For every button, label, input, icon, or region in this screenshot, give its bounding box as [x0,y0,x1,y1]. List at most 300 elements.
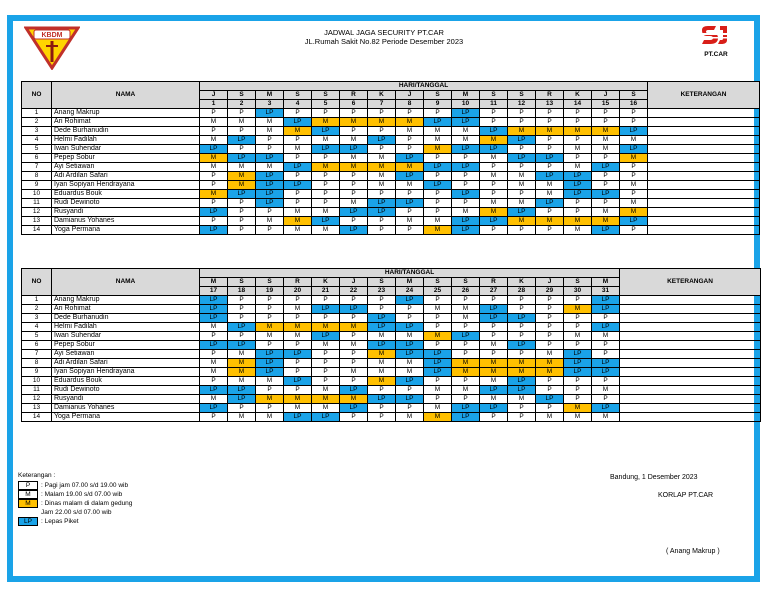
shift-cell: M [424,226,452,235]
guard-name: Anang Makrup [52,109,200,118]
shift-cell: P [200,350,228,359]
guard-name: Pepep Sobur [52,341,200,350]
table-row [22,172,760,181]
shift-cell: P [340,377,368,386]
column-header-no: NO [22,82,52,109]
shift-cell: M [424,136,452,145]
column-header-hari-tanggal: HARI/TANGGAL [200,269,620,278]
shift-cell: M [312,323,340,332]
legend-text: : Malam 19.00 s/d 07.00 wib [41,491,123,498]
shift-cell: P [564,314,592,323]
day-letter: S [228,278,256,287]
shift-cell: M [396,118,424,127]
keterangan-cell [648,109,760,118]
shift-cell: M [396,413,424,422]
shift-cell: M [536,359,564,368]
row-number: 10 [22,190,52,199]
keterangan-cell [620,296,761,305]
shift-cell: P [564,395,592,404]
column-header-keterangan: KETERANGAN [648,82,760,109]
date-number: 9 [424,100,452,109]
shift-cell: LP [256,181,284,190]
shift-cell: M [312,226,340,235]
guard-name: Rudi Dewinoto [52,199,200,208]
shift-cell: M [452,208,480,217]
shift-cell: P [564,377,592,386]
shift-cell: P [424,296,452,305]
shift-cell: P [508,404,536,413]
row-number: 12 [22,208,52,217]
shift-cell: LP [592,190,620,199]
shift-cell: P [536,163,564,172]
keterangan-cell [620,359,761,368]
shift-cell: P [508,109,536,118]
keterangan-cell [648,208,760,217]
shift-cell: M [564,226,592,235]
shift-cell: LP [256,109,284,118]
shift-cell: LP [396,377,424,386]
logo-left-text: KBDM [41,32,63,39]
date-number: 14 [564,100,592,109]
guard-name: Iwan Suhendar [52,332,200,341]
shift-cell: P [536,136,564,145]
shift-cell: M [200,359,228,368]
shift-cell: M [592,386,620,395]
keterangan-cell [620,341,761,350]
shift-cell: M [284,217,312,226]
keterangan-cell [648,181,760,190]
date-number: 11 [480,100,508,109]
shift-cell: M [480,359,508,368]
shift-cell: LP [368,395,396,404]
keterangan-cell [648,226,760,235]
shift-cell: LP [564,190,592,199]
shift-cell: M [284,404,312,413]
shift-cell: P [508,145,536,154]
shift-cell: M [200,323,228,332]
table-row [22,127,760,136]
keterangan-cell [648,145,760,154]
shift-cell: M [396,181,424,190]
shift-cell: P [284,296,312,305]
shift-cell: LP [200,296,228,305]
shift-cell: M [256,413,284,422]
shift-cell: P [340,109,368,118]
shift-cell: P [564,109,592,118]
shift-cell: M [284,145,312,154]
shift-cell: P [256,305,284,314]
shift-cell: LP [508,154,536,163]
shift-cell: M [340,323,368,332]
shift-cell: P [452,181,480,190]
keterangan-cell [648,190,760,199]
shift-cell: M [312,386,340,395]
shift-cell: LP [592,323,620,332]
shift-cell: P [620,109,648,118]
table-row [22,404,761,413]
shift-cell: LP [424,163,452,172]
document-title-block [200,28,568,46]
table-row [22,386,761,395]
date-number: 17 [200,287,228,296]
guard-name: Ayi Setiawan [52,163,200,172]
shift-cell: P [508,413,536,422]
row-number: 13 [22,404,52,413]
shift-cell: P [564,208,592,217]
shift-cell: P [424,208,452,217]
row-number: 7 [22,163,52,172]
shift-cell: LP [452,145,480,154]
shift-cell: P [452,341,480,350]
shift-cell: M [284,332,312,341]
guard-name: Ari Rohimat [52,118,200,127]
shift-cell: P [368,296,396,305]
shift-cell: P [452,199,480,208]
date-number: 1 [200,100,228,109]
shift-cell: M [564,163,592,172]
shift-cell: M [200,154,228,163]
shift-cell: P [256,208,284,217]
shift-cell: P [312,154,340,163]
keterangan-cell [620,377,761,386]
guard-name: Rudi Dewinoto [52,386,200,395]
day-letter: M [452,91,480,100]
shift-cell: P [592,118,620,127]
shift-cell: LP [228,190,256,199]
shift-cell: P [200,127,228,136]
day-letter: S [368,278,396,287]
shift-cell: M [620,136,648,145]
shift-cell: M [200,395,228,404]
shift-cell: M [368,181,396,190]
table-row [22,163,760,172]
shift-cell: P [536,226,564,235]
shift-cell: LP [368,136,396,145]
keterangan-cell [648,199,760,208]
shift-cell: M [536,127,564,136]
shift-cell: M [620,208,648,217]
shift-cell: LP [480,386,508,395]
shift-cell: M [228,172,256,181]
shift-cell: LP [284,181,312,190]
shift-cell: LP [284,377,312,386]
shift-cell: LP [564,172,592,181]
shift-cell: M [396,359,424,368]
shift-cell: M [620,199,648,208]
shift-cell: M [508,395,536,404]
shift-cell: LP [312,413,340,422]
shift-cell: M [508,368,536,377]
legend-text: : Pagi jam 07.00 s/d 19.00 wib [41,482,129,489]
shift-cell: P [536,404,564,413]
shift-cell: LP [368,199,396,208]
shift-cell: M [368,163,396,172]
table-row [22,368,761,377]
shift-cell: P [536,305,564,314]
shift-cell: P [200,377,228,386]
shift-cell: P [480,163,508,172]
shift-cell: P [284,172,312,181]
row-number: 3 [22,127,52,136]
shift-cell: M [396,368,424,377]
date-number: 18 [228,287,256,296]
date-number: 29 [536,287,564,296]
shift-cell: LP [200,314,228,323]
shift-cell: LP [592,296,620,305]
shift-cell: LP [396,350,424,359]
shift-cell: P [256,386,284,395]
shift-cell: P [592,199,620,208]
shift-cell: LP [368,323,396,332]
legend-text: Jam 22.00 s/d 07.00 wib [41,509,112,516]
shift-cell: LP [312,145,340,154]
table-row [22,413,761,422]
shift-cell: P [284,154,312,163]
row-number: 11 [22,386,52,395]
shift-cell: LP [312,127,340,136]
shift-cell: LP [452,163,480,172]
shift-cell: P [536,386,564,395]
shift-cell: P [592,377,620,386]
shift-cell: LP [592,163,620,172]
guard-name: Adi Ardilan Safari [52,172,200,181]
shift-cell: M [200,190,228,199]
shift-cell: LP [368,314,396,323]
shift-cell: P [340,314,368,323]
keterangan-cell [620,395,761,404]
shift-cell: P [424,395,452,404]
shift-cell: M [592,413,620,422]
date-number: 13 [536,100,564,109]
shift-cell: LP [396,154,424,163]
shift-cell: M [228,181,256,190]
shift-cell: P [312,377,340,386]
date-number: 25 [424,287,452,296]
shift-cell: LP [228,154,256,163]
shift-cell: P [480,296,508,305]
shift-cell: M [564,332,592,341]
shift-cell: P [312,199,340,208]
shift-cell: LP [536,154,564,163]
shift-cell: M [508,359,536,368]
shift-cell: LP [200,145,228,154]
guard-name: Dede Burhanudin [52,127,200,136]
shift-cell: LP [396,172,424,181]
shift-cell: M [256,395,284,404]
shift-cell: P [368,226,396,235]
shift-cell: P [424,172,452,181]
shift-cell: LP [536,395,564,404]
shift-cell: P [620,163,648,172]
shift-cell: LP [592,226,620,235]
shift-cell: LP [256,359,284,368]
table-row [22,359,761,368]
shift-cell: LP [200,386,228,395]
shift-cell: M [536,190,564,199]
table-row [22,350,761,359]
shift-cell: M [536,217,564,226]
legend-item [18,508,132,517]
shift-cell: P [592,181,620,190]
shift-cell: P [592,154,620,163]
shift-cell: M [228,377,256,386]
shift-cell: M [452,136,480,145]
date-number: 26 [452,287,480,296]
shift-cell: LP [508,377,536,386]
shift-cell: LP [340,404,368,413]
shift-cell: M [312,341,340,350]
table-row [22,323,761,332]
shift-cell: M [368,172,396,181]
shift-cell: P [424,109,452,118]
shift-cell: P [340,413,368,422]
day-letter: S [256,278,284,287]
shift-cell: P [340,332,368,341]
shift-cell: P [284,109,312,118]
shift-cell: M [564,404,592,413]
shift-cell: P [340,181,368,190]
shift-cell: M [340,163,368,172]
shift-cell: LP [452,109,480,118]
guard-name: Yoga Permana [52,413,200,422]
row-number: 12 [22,395,52,404]
row-number: 6 [22,154,52,163]
shift-cell: LP [452,413,480,422]
shift-cell: P [284,199,312,208]
shift-cell: P [424,154,452,163]
shift-cell: P [340,359,368,368]
shift-cell: LP [424,368,452,377]
shift-cell: P [340,217,368,226]
row-number: 6 [22,341,52,350]
date-number: 21 [312,287,340,296]
keterangan-cell [620,305,761,314]
shift-cell: M [284,395,312,404]
shift-cell: M [340,199,368,208]
shift-cell: P [536,145,564,154]
shift-cell: M [256,127,284,136]
shift-cell: P [424,377,452,386]
logo-right-text: PT.CAR [704,51,728,58]
shift-cell: M [592,127,620,136]
shift-cell: P [200,172,228,181]
schedule-table-period-2 [21,268,761,422]
shift-cell: M [368,359,396,368]
shift-cell: P [508,323,536,332]
shift-cell: M [368,118,396,127]
shift-cell: LP [564,359,592,368]
day-letter: S [480,91,508,100]
keterangan-cell [648,154,760,163]
legend-text: : Lepas Piket [41,518,79,525]
shift-cell: LP [620,217,648,226]
shift-cell: P [592,172,620,181]
shift-cell: LP [452,118,480,127]
shift-cell: P [452,172,480,181]
shift-cell: P [228,305,256,314]
day-letter: J [396,91,424,100]
shift-cell: LP [200,404,228,413]
shift-cell: LP [200,341,228,350]
shift-cell: LP [200,305,228,314]
keterangan-cell [648,172,760,181]
day-letter: S [424,91,452,100]
shift-cell: LP [592,404,620,413]
table-row [22,314,761,323]
shift-cell: M [256,118,284,127]
shift-cell: P [480,109,508,118]
shift-cell: P [312,190,340,199]
shift-cell: P [256,145,284,154]
day-letter: S [424,278,452,287]
day-letter: M [396,278,424,287]
guard-name: Ayi Setiawan [52,350,200,359]
shift-cell: M [592,145,620,154]
shift-cell: LP [340,226,368,235]
date-number: 30 [564,287,592,296]
shift-cell: P [256,296,284,305]
shift-cell: LP [480,305,508,314]
shift-cell: LP [508,136,536,145]
shift-cell: M [424,127,452,136]
document-title: JADWAL JAGA SECURITY PT.CAR [324,28,444,37]
date-number: 10 [452,100,480,109]
shift-cell: LP [452,217,480,226]
shift-cell: M [340,368,368,377]
guard-name: Rusyandi [52,208,200,217]
shift-cell: M [200,368,228,377]
shift-cell: M [508,181,536,190]
shift-cell: LP [564,368,592,377]
shift-cell: M [256,377,284,386]
date-number: 7 [368,100,396,109]
signature-date: Bandung, 1 Desember 2023 [610,474,698,481]
shift-cell: P [228,404,256,413]
row-number: 11 [22,199,52,208]
shift-cell: M [452,127,480,136]
shift-cell: P [340,127,368,136]
shift-cell: M [228,368,256,377]
keterangan-cell [620,386,761,395]
table-row [22,145,760,154]
shift-cell: P [508,305,536,314]
guard-name: Damianus Yohanes [52,217,200,226]
shift-cell: LP [312,217,340,226]
shift-cell: P [480,413,508,422]
shift-cell: P [536,208,564,217]
shift-cell: LP [200,226,228,235]
guard-name: Helmi Fadilah [52,323,200,332]
shift-cell: M [396,332,424,341]
shift-cell: M [564,217,592,226]
date-number: 24 [396,287,424,296]
shift-cell: M [452,359,480,368]
shift-cell: M [256,217,284,226]
shift-cell: P [480,190,508,199]
guard-name: Iyan Sopiyan Hendrayana [52,181,200,190]
shift-cell: LP [396,296,424,305]
keterangan-cell [648,127,760,136]
shift-cell: M [564,127,592,136]
shift-cell: P [508,332,536,341]
guard-name: Dede Burhanudin [52,314,200,323]
shift-cell: P [340,190,368,199]
shift-cell: P [396,404,424,413]
shift-cell: P [452,323,480,332]
shift-cell: LP [228,136,256,145]
table-row [22,190,760,199]
shift-cell: P [340,350,368,359]
